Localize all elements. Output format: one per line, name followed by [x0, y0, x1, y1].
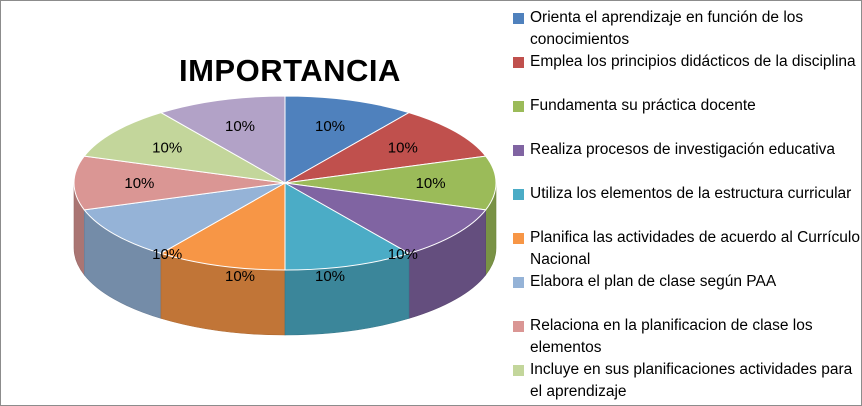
pie-data-label-1: 10% — [314, 117, 346, 135]
legend-label: Elabora el plan de clase según PAA — [530, 273, 777, 290]
pie-data-label-10: 10% — [224, 117, 256, 135]
legend-label: Fundamenta su práctica docente — [530, 97, 756, 114]
pie-data-label-8: 10% — [124, 175, 155, 192]
chart-title: IMPORTANCIA — [179, 53, 401, 88]
legend-swatch — [513, 57, 524, 68]
legend-label: Incluye en sus planificaciones actividades para el aprendizaje — [530, 361, 853, 400]
legend-label: Utiliza los elementos de la estructura curricular — [530, 185, 852, 202]
pie-data-label-6: 10% — [224, 267, 256, 285]
legend-swatch — [513, 189, 524, 200]
pie-data-label-2: 10% — [387, 139, 418, 157]
pie-data-label-7: 10% — [152, 246, 183, 263]
legend-label: Emplea los principios didácticos de la disciplina — [530, 53, 856, 70]
legend-swatch — [513, 365, 524, 376]
legend-swatch — [513, 145, 524, 156]
legend-swatch — [513, 101, 524, 112]
legend-label: Orienta el aprendizaje en función de los conocimientos — [530, 9, 804, 48]
legend-label: Realiza procesos de investigación educativa — [530, 141, 836, 158]
legend-swatch — [513, 277, 524, 288]
pie-data-label-4: 10% — [387, 246, 418, 263]
pie-data-label-3: 10% — [415, 175, 446, 192]
legend-swatch — [513, 233, 524, 244]
pie-data-label-5: 10% — [314, 267, 346, 285]
legend-label: Planifica las actividades de acuerdo al Currículo Nacional — [530, 229, 860, 268]
pie-data-label-9: 10% — [152, 139, 183, 157]
legend-swatch — [513, 321, 524, 332]
legend-label: Relaciona en la planificacion de clase los elementos — [530, 317, 813, 356]
legend-swatch — [513, 13, 524, 24]
